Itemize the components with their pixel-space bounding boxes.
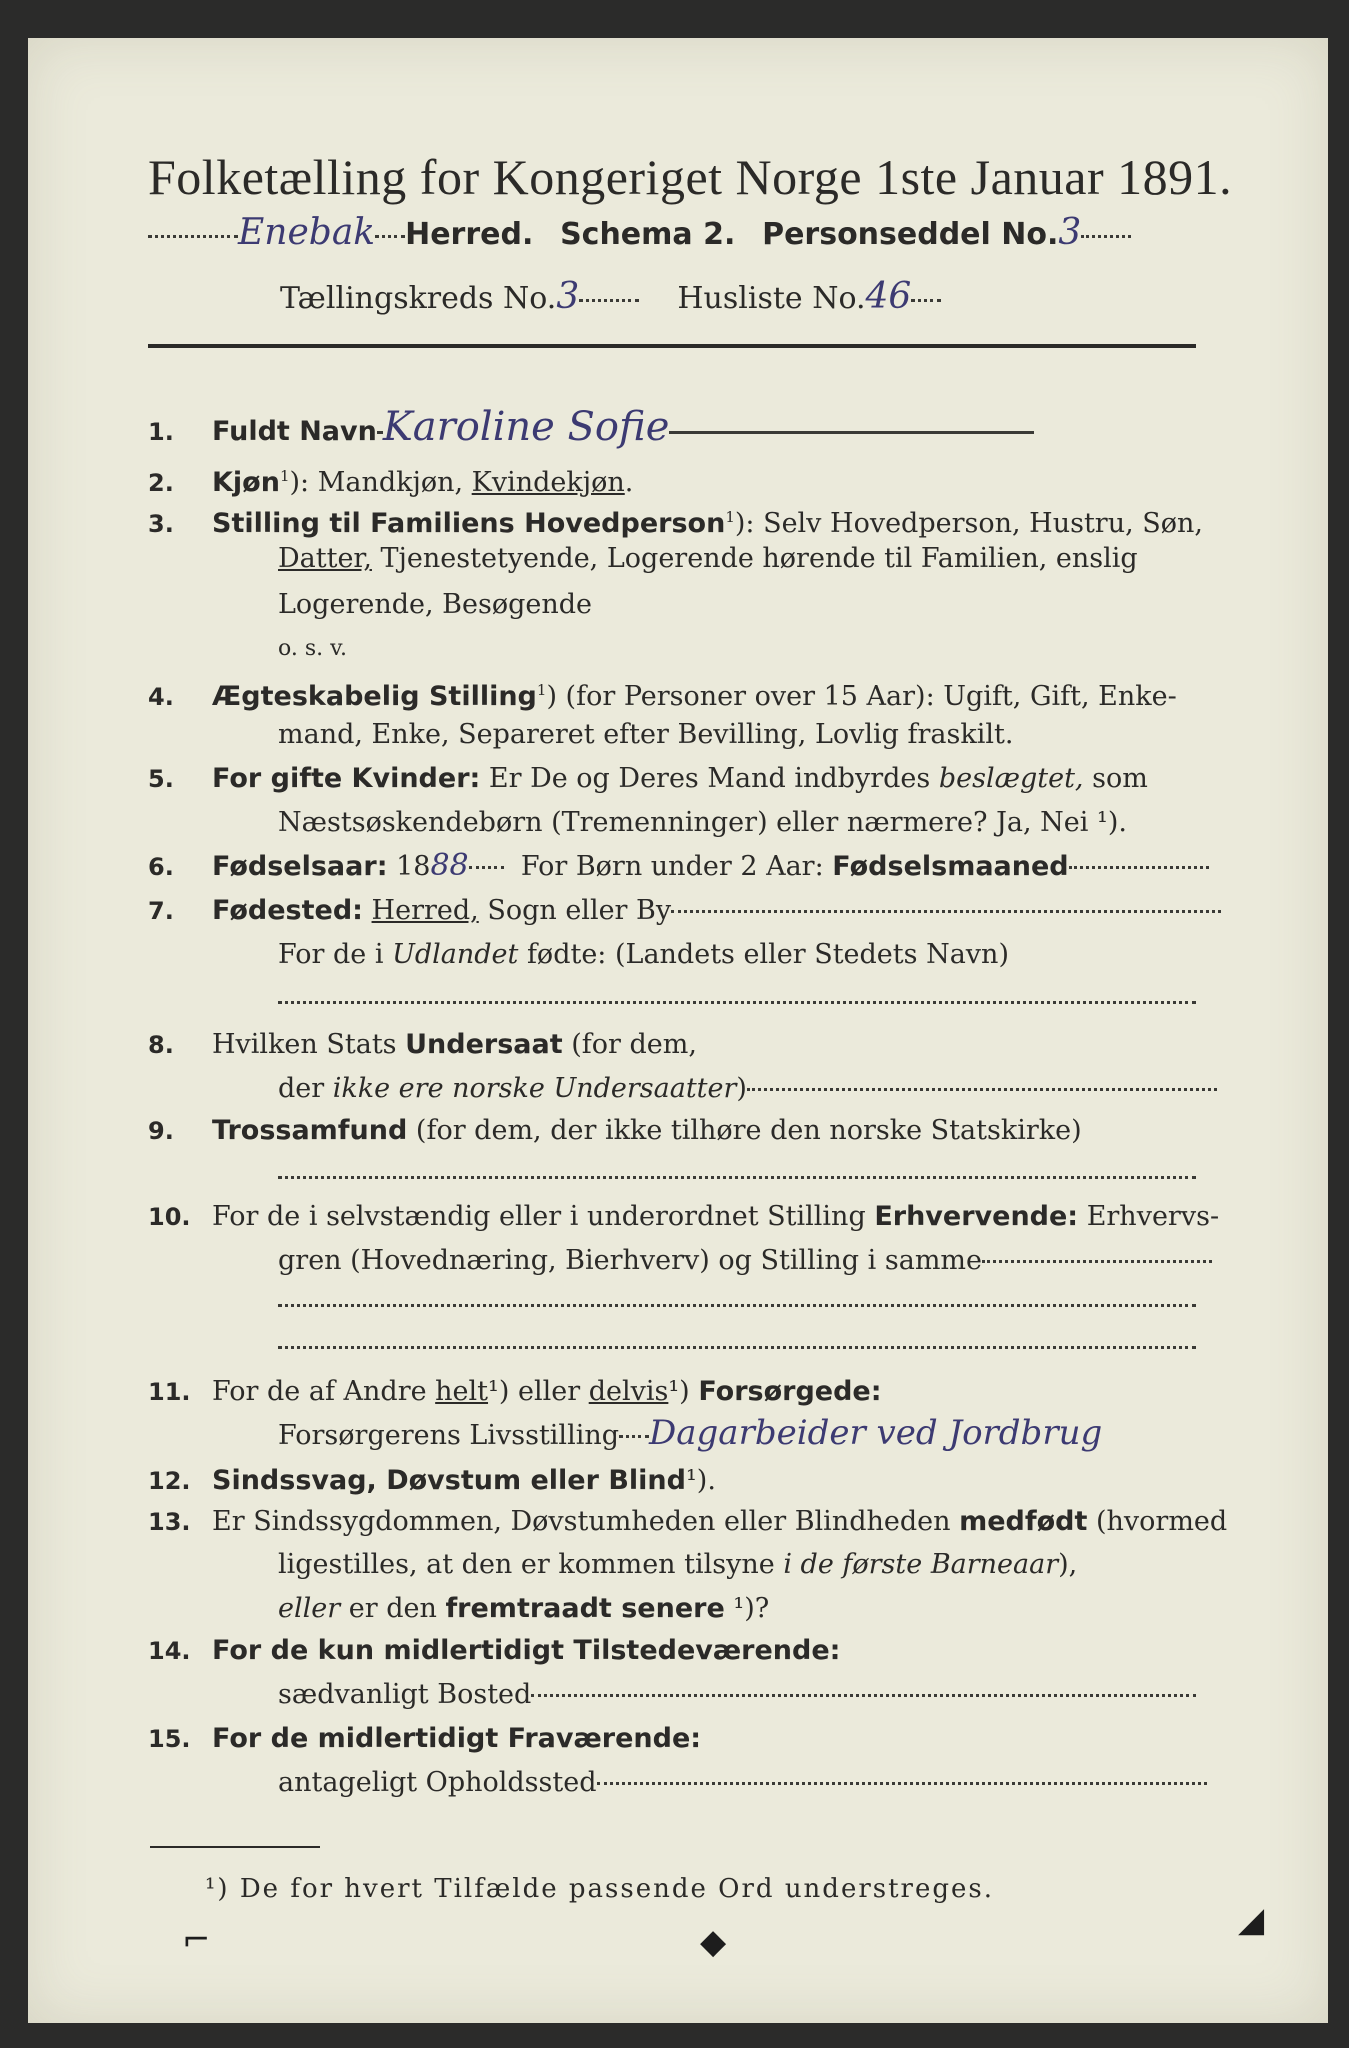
question-8-line-2: der ikke ere norske Undersaatter) — [278, 1072, 1217, 1106]
q6-birthyear-value: 88 — [430, 848, 469, 883]
question-6: 6. Fødselsaar: 1888 For Børn under 2 Aar: Fødselsmaaned — [148, 849, 1209, 884]
footnote-rule — [150, 1846, 320, 1848]
q2-selected-kvindekjon: Kvindekjøn — [471, 467, 625, 498]
header-herred-row — [148, 212, 1131, 253]
question-3-line-4: o. s. v. — [278, 636, 347, 661]
question-3-line-3: Logerende, Besøgende — [278, 589, 592, 620]
question-2: 2. Kjøn$^1$): Mandkjøn, Kvindekjøn. — [148, 467, 634, 498]
q7-selected-herred: Herred, — [371, 895, 479, 926]
question-15: 15. For de midlertidigt Fraværende: — [148, 1723, 702, 1754]
header-divider — [148, 344, 1196, 348]
question-14: 14. For de kun midlertidigt Tilstedeværende: — [148, 1635, 841, 1666]
corner-mark-left-icon: ⌐ — [182, 1920, 211, 1960]
schema-label: Schema 2. — [560, 217, 736, 252]
question-10: 10. For de i selvstændig eller i underordnet Stilling Erhvervende: Erhvervs- — [148, 1201, 1220, 1232]
ink-blot-icon: ◆ — [700, 1922, 727, 1962]
header-kreds-row — [280, 276, 941, 317]
husliste-label: Husliste No. — [677, 281, 866, 316]
question-12: 12. Sindssvag, Døvstum eller Blind¹). — [148, 1465, 716, 1496]
question-4: 4. Ægteskabelig Stilling$^1$) (for Personer over 15 Aar): Ugift, Gift, Enke- — [148, 681, 1177, 712]
question-13-line-3: eller er den fremtraadt senere ¹)? — [278, 1593, 770, 1624]
taellingskreds-value: 3 — [556, 276, 580, 317]
question-3: 3. Stilling til Familiens Hovedperson$^1$): Selv Hovedperson, Hustru, Søn, — [148, 508, 1203, 539]
question-1: 1. Fuldt Navn Karoline Sofie — [148, 410, 1034, 449]
footnote: ¹) De for hvert Tilfælde passende Ord understreges. — [205, 1874, 995, 1904]
question-13: 13. Er Sindssygdommen, Døvstumheden eller Blindheden medfødt (hvormed — [148, 1506, 1228, 1537]
husliste-value: 46 — [865, 276, 912, 317]
question-8: 8. Hvilken Stats Undersaat (for dem, — [148, 1029, 697, 1060]
q1-name-value: Karoline Sofie — [382, 404, 670, 450]
question-5-line-2: Næstsøskendebørn (Tremenninger) eller nærmere? Ja, Nei ¹). — [278, 807, 1127, 838]
q3-selected-datter: Datter, — [278, 543, 372, 574]
question-11-line-2: Forsørgerens Livsstilling Dagarbeider ved Jordbrug — [278, 1413, 1103, 1453]
taellingskreds-label: Tællingskreds No. — [280, 281, 557, 316]
question-10-line-2: gren (Hovednæring, Bierhverv) og Stilling i samme — [278, 1244, 1212, 1278]
personseddel-label: Personseddel No. — [762, 217, 1059, 252]
herred-value: Enebak — [238, 212, 376, 253]
herred-label: Herred. — [405, 217, 534, 252]
question-11: 11. For de af Andre helt¹) eller delvis¹) Forsørgede: — [148, 1376, 882, 1407]
question-4-line-2: mand, Enke, Separeret efter Bevilling, Lovlig fraskilt. — [278, 719, 1014, 750]
question-7: 7. Fødested: Herred, Sogn eller By — [148, 894, 1221, 928]
question-3-line-2: Datter, Tjenestetyende, Logerende hørende til Familien, enslig — [278, 543, 1138, 574]
form-title: Folketælling for Kongeriget Norge 1ste Januar 1891. — [148, 149, 1233, 205]
q11-forsorger-value: Dagarbeider ved Jordbrug — [649, 1413, 1103, 1453]
q1-label: Fuldt Navn — [212, 416, 377, 447]
personseddel-value: 3 — [1058, 212, 1082, 253]
question-13-line-2: ligestilles, at den er kommen tilsyne i de første Barneaar), — [278, 1549, 1078, 1580]
corner-mark-right-icon: ◢ — [1238, 1900, 1265, 1940]
question-7-line-2: For de i Udlandet fødte: (Landets eller Stedets Navn) — [278, 939, 1009, 970]
question-14-line-2: sædvanligt Bosted — [278, 1678, 1196, 1712]
question-5: 5. For gifte Kvinder: Er De og Deres Mand indbyrdes beslægtet, som — [148, 763, 1148, 794]
question-9: 9. Trossamfund (for dem, der ikke tilhøre den norske Statskirke) — [148, 1115, 1082, 1146]
question-15-line-2: antageligt Opholdssted — [278, 1766, 1207, 1800]
